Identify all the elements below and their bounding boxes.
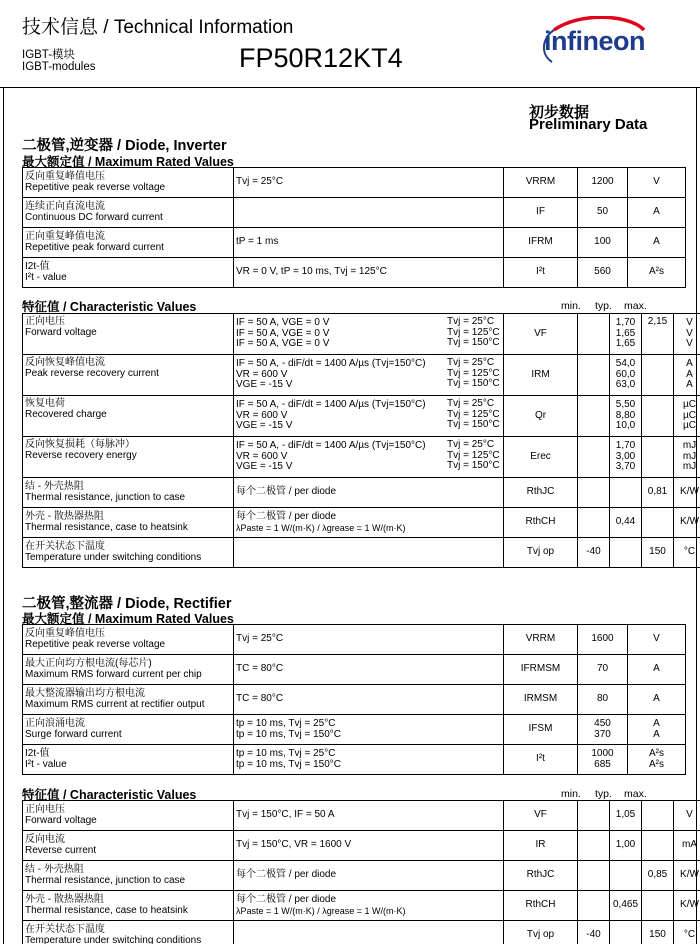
typ-value: 3,00 xyxy=(615,450,636,462)
param-cn: 反向重复峰值电压 xyxy=(25,628,105,639)
typ-value: 8,80 xyxy=(615,409,636,421)
symbol: IRMSM xyxy=(504,685,578,715)
table-row xyxy=(23,921,700,944)
typ-value: 0,465 xyxy=(610,891,642,921)
symbol: Tvj op xyxy=(504,921,578,944)
inverter-char-title: 特征值 / Characteristic Values xyxy=(22,300,197,314)
unit: µC xyxy=(683,409,696,421)
param-en: Thermal resistance, case to heatsink xyxy=(25,904,188,916)
condition-line: VR = 600 V xyxy=(236,409,288,421)
param-cn: 反向重复峰值电压 xyxy=(25,171,105,182)
unit: A xyxy=(628,228,686,258)
symbol: RthCH xyxy=(504,891,578,921)
unit: A xyxy=(686,379,693,391)
param-cn: 正向重复峰值电流 xyxy=(25,231,105,242)
param-cn: 恢复电荷 xyxy=(25,398,65,409)
max-value: 150 xyxy=(642,538,674,568)
min-value xyxy=(578,891,610,921)
unit: K/W xyxy=(674,508,700,538)
unit: mA xyxy=(674,831,700,861)
value: 50 xyxy=(578,198,628,228)
col-min: min. xyxy=(561,300,581,312)
rectifier-rated-table xyxy=(22,624,686,775)
min-value xyxy=(578,478,610,508)
symbol: VF xyxy=(504,314,578,355)
table-row xyxy=(23,861,700,891)
unit: A xyxy=(686,368,693,380)
condition xyxy=(234,538,504,568)
preliminary-cn: 初步数据 xyxy=(529,104,590,121)
unit: V xyxy=(653,633,660,645)
min-value: -40 xyxy=(578,538,610,568)
condition-line: IF = 50 A, VGE = 0 V xyxy=(236,338,330,350)
inverter-rated-title: 最大额定值 / Maximum Rated Values xyxy=(22,155,234,169)
max-value xyxy=(642,801,674,831)
symbol: Erec xyxy=(504,437,578,478)
param-en: Maximum RMS current at rectifier output xyxy=(25,698,205,710)
condition-line: tp = 10 ms, Tvj = 150°C xyxy=(236,758,341,770)
min-value: -40 xyxy=(578,921,610,944)
col-max: max. xyxy=(624,300,647,312)
rectifier-section-title: 二极管,整流器 / Diode, Rectifier xyxy=(22,596,232,612)
unit: K/W xyxy=(674,861,700,891)
unit: A xyxy=(653,728,660,740)
unit: A xyxy=(653,718,660,729)
unit: V xyxy=(674,801,700,831)
unit: °C xyxy=(674,538,700,568)
symbol: VRRM xyxy=(504,625,578,655)
col-min: min. xyxy=(561,788,581,800)
value: 685 xyxy=(594,758,611,770)
condition-line: IF = 50 A, VGE = 0 V xyxy=(236,317,330,329)
infineon-logo xyxy=(534,16,654,71)
max-value: 0,85 xyxy=(642,861,674,891)
rectifier-char-title: 特征值 / Characteristic Values xyxy=(22,788,197,802)
table-row xyxy=(23,198,686,228)
table-row xyxy=(23,801,700,831)
param-en: Maximum RMS forward current per chip xyxy=(25,668,202,680)
unit: µC xyxy=(683,399,696,411)
rectifier-char-table xyxy=(22,800,700,944)
max-value xyxy=(642,437,674,478)
preliminary-en: Preliminary Data xyxy=(529,116,648,133)
condition-line: IF = 50 A, VGE = 0 V xyxy=(236,327,330,339)
unit: A xyxy=(653,663,660,675)
param-cn: 在开关状态下温度 xyxy=(25,541,105,552)
table-row xyxy=(23,168,686,198)
param-en: Recovered charge xyxy=(25,408,107,420)
unit: A²s xyxy=(628,258,686,288)
typ-value: 1,65 xyxy=(615,327,636,339)
param-cn: I2t-值 xyxy=(25,261,50,272)
param-cn: 反向恢复峰值电流 xyxy=(25,357,105,368)
condition: VR = 0 V, tP = 10 ms, Tvj = 125°C xyxy=(234,258,504,288)
param-en: Forward voltage xyxy=(25,814,97,826)
temp-line: Tvj = 150°C xyxy=(447,419,500,430)
param-cn: 正向浪涌电流 xyxy=(25,718,85,729)
param-cn: 最大正向均方根电流(每芯片) xyxy=(25,658,152,669)
table-row xyxy=(23,685,686,715)
param-cn: 外壳 - 散热器热阻 xyxy=(25,894,104,905)
symbol: IFRMSM xyxy=(504,655,578,685)
value: 100 xyxy=(578,228,628,258)
table-row xyxy=(23,538,700,568)
module-type-en: IGBT-modules xyxy=(22,61,96,73)
unit: V xyxy=(686,338,693,350)
condition-line: λPaste = 1 W/(m·K) / λgrease = 1 W/(m·K) xyxy=(236,905,406,916)
temp-line: Tvj = 25°C xyxy=(447,316,495,327)
min-value xyxy=(578,355,610,396)
symbol: RthCH xyxy=(504,508,578,538)
table-row xyxy=(23,258,686,288)
param-en: Thermal resistance, junction to case xyxy=(25,874,186,886)
condition-line: tp = 10 ms, Tvj = 25°C xyxy=(236,748,336,759)
param-en: Thermal resistance, case to heatsink xyxy=(25,521,188,533)
unit: V xyxy=(686,317,693,329)
param-cn: 正向电压 xyxy=(25,804,65,815)
param-en: Repetitive peak reverse voltage xyxy=(25,181,166,193)
param-en: I²t - value xyxy=(25,758,67,770)
param-en: Continuous DC forward current xyxy=(25,211,163,223)
min-value xyxy=(578,437,610,478)
typ-value: 54,0 xyxy=(615,358,636,370)
condition-line: 每个二极管 / per diode xyxy=(236,869,337,881)
typ-value: 1,00 xyxy=(610,831,642,861)
typ-value xyxy=(610,538,642,568)
value: 1200 xyxy=(578,168,628,198)
rectifier-rated-title: 最大额定值 / Maximum Rated Values xyxy=(22,612,234,626)
unit: K/W xyxy=(674,478,700,508)
condition-line: Tvj = 150°C, VR = 1600 V xyxy=(236,839,352,851)
header-divider xyxy=(0,87,700,88)
temp-line: Tvj = 25°C xyxy=(447,398,495,409)
temp-line: Tvj = 25°C xyxy=(447,439,495,450)
condition-line: Tvj = 150°C, IF = 50 A xyxy=(236,809,335,821)
table-row xyxy=(23,314,700,355)
symbol: IF xyxy=(504,198,578,228)
param-cn: 最大整流器输出均方根电流 xyxy=(25,688,145,699)
typ-value: 1,70 xyxy=(615,440,636,452)
col-typ: typ. xyxy=(595,788,612,800)
unit: A xyxy=(653,693,660,705)
param-en: Reverse recovery energy xyxy=(25,449,137,461)
temp-line: Tvj = 150°C xyxy=(447,378,500,389)
symbol: RthJC xyxy=(504,478,578,508)
value: 80 xyxy=(596,693,609,705)
symbol: RthJC xyxy=(504,861,578,891)
typ-value: 0,44 xyxy=(610,508,642,538)
unit: mJ xyxy=(682,440,697,452)
table-row xyxy=(23,625,686,655)
col-max: max. xyxy=(624,788,647,800)
min-value xyxy=(578,314,610,355)
symbol: I²t xyxy=(504,258,578,288)
param-cn: 在开关状态下温度 xyxy=(25,924,105,935)
max-value xyxy=(642,831,674,861)
part-number: FP50R12KT4 xyxy=(239,43,403,73)
table-row xyxy=(23,478,700,508)
typ-value: 63,0 xyxy=(615,379,636,391)
param-en: Peak reverse recovery current xyxy=(25,367,159,379)
unit: mJ xyxy=(682,450,697,462)
temp-line: Tvj = 25°C xyxy=(447,357,495,368)
table-row xyxy=(23,228,686,258)
condition-line: VR = 600 V xyxy=(236,368,288,380)
condition-line: λPaste = 1 W/(m·K) / λgrease = 1 W/(m·K) xyxy=(236,522,406,533)
condition-line: 每个二极管 / per diode xyxy=(236,511,337,522)
unit: A xyxy=(628,198,686,228)
temp-line: Tvj = 125°C xyxy=(447,408,500,420)
temp-line: Tvj = 150°C xyxy=(447,460,500,471)
typ-value: 5,50 xyxy=(615,399,636,411)
max-value: 150 xyxy=(642,921,674,944)
param-en: Temperature under switching conditions xyxy=(25,934,202,944)
unit: V xyxy=(628,168,686,198)
param-en: Surge forward current xyxy=(25,728,122,740)
symbol: IRM xyxy=(504,355,578,396)
condition-line: VGE = -15 V xyxy=(236,461,293,473)
table-row xyxy=(23,831,700,861)
condition-line: IF = 50 A, - diF/dt = 1400 A/µs (Tvj=150°C) xyxy=(236,358,426,370)
left-border xyxy=(3,87,4,944)
min-value xyxy=(578,801,610,831)
value: 1600 xyxy=(591,633,614,645)
symbol: Qr xyxy=(504,396,578,437)
typ-value xyxy=(610,861,642,891)
unit: °C xyxy=(674,921,700,944)
table-row xyxy=(23,745,686,775)
inverter-char-table xyxy=(22,313,700,568)
condition-line: Tvj = 25°C xyxy=(236,633,284,645)
param-en: Forward voltage xyxy=(25,326,97,338)
condition-line: VGE = -15 V xyxy=(236,379,293,391)
condition-line: 每个二极管 / per diode xyxy=(236,894,337,905)
condition-line: IF = 50 A, - diF/dt = 1400 A/µs (Tvj=150°C) xyxy=(236,440,426,452)
table-row xyxy=(23,437,700,478)
unit: V xyxy=(686,327,693,339)
param-cn: 反向电流 xyxy=(25,834,65,845)
condition-line: IF = 50 A, - diF/dt = 1400 A/µs (Tvj=150°C) xyxy=(236,399,426,411)
param-cn: 正向电压 xyxy=(25,316,65,327)
typ-value: 1,05 xyxy=(610,801,642,831)
logo-text: infineon xyxy=(544,26,645,56)
symbol: Tvj op xyxy=(504,538,578,568)
condition-line: tp = 10 ms, Tvj = 25°C xyxy=(236,718,336,729)
typ-value xyxy=(610,478,642,508)
temp-line: Tvj = 125°C xyxy=(447,326,500,338)
condition-line: 每个二极管 / per diode xyxy=(236,486,337,498)
symbol: I²t xyxy=(504,745,578,775)
typ-value: 60,0 xyxy=(615,368,636,380)
condition-line: tp = 10 ms, Tvj = 150°C xyxy=(236,728,341,740)
typ-value: 3,70 xyxy=(615,461,636,473)
param-cn: 连续正向直流电流 xyxy=(25,201,105,212)
value: 1000 xyxy=(591,748,614,759)
condition: Tvj = 25°C xyxy=(234,168,504,198)
unit: mJ xyxy=(682,461,697,473)
typ-value: 1,70 xyxy=(615,317,636,329)
condition-line: VGE = -15 V xyxy=(236,420,293,432)
condition-line: VR = 600 V xyxy=(236,450,288,462)
value: 450 xyxy=(594,718,611,729)
max-value xyxy=(642,396,674,437)
min-value xyxy=(578,831,610,861)
col-typ: typ. xyxy=(595,300,612,312)
table-row xyxy=(23,355,700,396)
param-en: Repetitive peak forward current xyxy=(25,241,164,253)
param-cn: 反向恢复损耗（每脉冲） xyxy=(25,439,135,450)
temp-line: Tvj = 150°C xyxy=(447,337,500,348)
condition xyxy=(234,198,504,228)
param-en: Reverse current xyxy=(25,844,97,856)
condition-line: TC = 80°C xyxy=(236,693,284,705)
table-row xyxy=(23,396,700,437)
typ-value xyxy=(610,921,642,944)
inverter-section-title: 二极管,逆变器 / Diode, Inverter xyxy=(22,138,227,154)
param-en: Thermal resistance, junction to case xyxy=(25,491,186,503)
table-row xyxy=(23,715,686,745)
table-row xyxy=(23,891,700,921)
temp-line: Tvj = 125°C xyxy=(447,367,500,379)
symbol: VRRM xyxy=(504,168,578,198)
symbol: IFSM xyxy=(504,715,578,745)
symbol: IFRM xyxy=(504,228,578,258)
param-cn: 外壳 - 散热器热阻 xyxy=(25,511,104,522)
min-value xyxy=(578,396,610,437)
inverter-rated-table xyxy=(22,167,686,288)
value: 370 xyxy=(594,728,611,740)
typ-value: 1,65 xyxy=(615,338,636,350)
max-value xyxy=(642,508,674,538)
param-cn: 结 - 外壳热阻 xyxy=(25,864,84,875)
condition: tP = 1 ms xyxy=(234,228,504,258)
table-row xyxy=(23,508,700,538)
table-row xyxy=(23,655,686,685)
typ-value: 10,0 xyxy=(615,420,636,432)
unit: A xyxy=(686,358,693,370)
value: 560 xyxy=(578,258,628,288)
min-value xyxy=(578,508,610,538)
unit: K/W xyxy=(674,891,700,921)
unit: A²s xyxy=(649,748,664,759)
symbol: VF xyxy=(504,801,578,831)
param-cn: I2t-值 xyxy=(25,748,50,759)
min-value xyxy=(578,861,610,891)
unit: µC xyxy=(683,420,696,432)
param-en: Temperature under switching conditions xyxy=(25,551,202,563)
param-en: I²t - value xyxy=(25,271,67,283)
max-value: 2,15 xyxy=(642,314,674,355)
param-cn: 结 - 外壳热阻 xyxy=(25,481,84,492)
condition-line: TC = 80°C xyxy=(236,663,284,675)
param-en: Repetitive peak reverse voltage xyxy=(25,638,166,650)
module-type-cn: IGBT-模块 xyxy=(22,49,76,61)
value: 70 xyxy=(596,663,609,675)
temp-line: Tvj = 125°C xyxy=(447,449,500,461)
max-value xyxy=(642,355,674,396)
max-value: 0,81 xyxy=(642,478,674,508)
unit: A²s xyxy=(649,758,664,770)
page-title: 技术信息 / Technical Information xyxy=(22,17,294,38)
symbol: IR xyxy=(504,831,578,861)
max-value xyxy=(642,891,674,921)
